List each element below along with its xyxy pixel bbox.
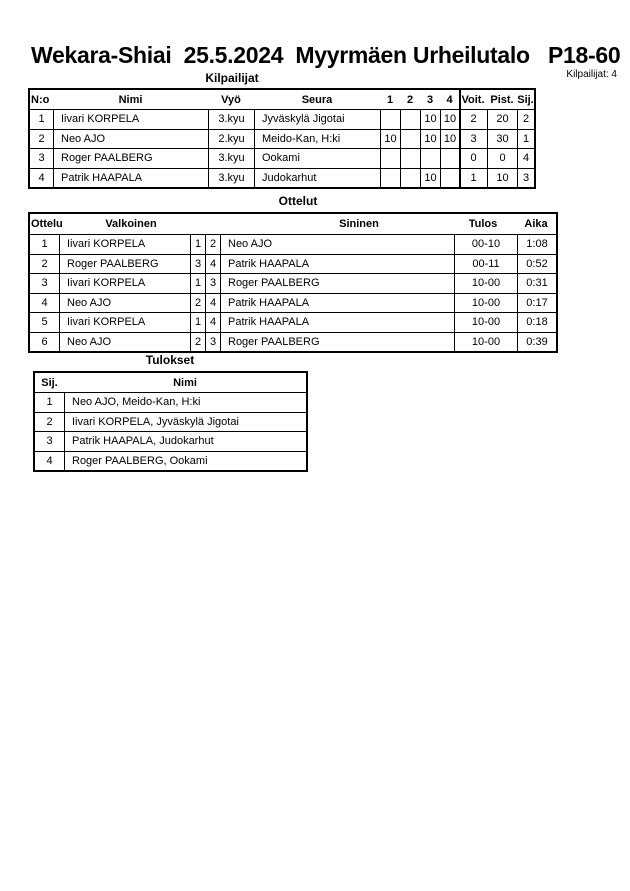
- matches-section-title: Ottelut: [278, 194, 318, 208]
- points-value: 30: [487, 130, 517, 149]
- white-player: Iivari KORPELA: [59, 274, 190, 293]
- match-result: 10-00: [454, 274, 517, 293]
- score-vs-1: [380, 149, 400, 168]
- result-name: Patrik HAAPALA, Judokarhut: [64, 432, 306, 451]
- blue-player-no: 3: [205, 274, 220, 293]
- score-vs-2: [400, 130, 420, 149]
- blue-player: Roger PAALBERG: [220, 274, 454, 293]
- header-name: Nimi: [118, 93, 143, 106]
- header-name: Nimi: [173, 376, 197, 389]
- white-player: Roger PAALBERG: [59, 255, 190, 274]
- competitor-belt: 3.kyu: [208, 169, 254, 188]
- header-white: Valkoinen: [105, 217, 157, 230]
- header-blue: Sininen: [339, 217, 379, 230]
- white-player: Iivari KORPELA: [59, 235, 190, 254]
- white-player: Neo AJO: [59, 294, 190, 313]
- score-vs-1: 10: [380, 130, 400, 149]
- competitor-no: 1: [38, 113, 45, 126]
- score-vs-3: 10: [420, 169, 440, 188]
- white-player: Neo AJO: [59, 333, 190, 352]
- score-vs-4: 10: [440, 110, 459, 129]
- competitor-club: Judokarhut: [254, 169, 380, 188]
- match-result: 10-00: [454, 294, 517, 313]
- matches-header-row: [30, 214, 556, 235]
- result-rank: 3: [46, 435, 53, 448]
- result-row: [35, 412, 306, 432]
- header-rank: Sij.: [41, 376, 58, 389]
- matches-table: [28, 212, 558, 353]
- page-title: Wekara-Shiai 25.5.2024 Myyrmäen Urheilutalo P18-60: [31, 42, 621, 68]
- competitor-name: Iivari KORPELA: [53, 110, 208, 129]
- wins-value: 1: [459, 169, 487, 188]
- result-name: Roger PAALBERG, Ookami: [64, 452, 306, 471]
- result-row: [35, 431, 306, 451]
- match-time: 0:52: [517, 255, 556, 274]
- match-time: 1:08: [517, 235, 556, 254]
- header-result: Tulos: [468, 217, 498, 230]
- score-vs-3: [420, 149, 440, 168]
- header-round-3: 3: [426, 93, 434, 106]
- header-round-4: 4: [446, 93, 453, 106]
- blue-player: Neo AJO: [220, 235, 454, 254]
- match-result: 10-00: [454, 333, 517, 352]
- header-match: Ottelu: [31, 217, 63, 230]
- score-vs-4: [440, 169, 459, 188]
- match-time: 0:18: [517, 313, 556, 332]
- result-rank: 4: [46, 454, 53, 467]
- match-row: [30, 273, 556, 293]
- points-value: 20: [487, 110, 517, 129]
- match-result: 00-10: [454, 235, 517, 254]
- wins-value: 2: [459, 110, 487, 129]
- blue-player: Patrik HAAPALA: [220, 294, 454, 313]
- header-no: N:o: [31, 93, 50, 106]
- score-vs-4: 10: [440, 130, 459, 149]
- match-time: 0:17: [517, 294, 556, 313]
- score-vs-1: [380, 110, 400, 129]
- match-time: 0:39: [517, 333, 556, 352]
- match-row: [30, 312, 556, 332]
- rank-value: 2: [517, 110, 534, 129]
- score-vs-3: 10: [420, 130, 440, 149]
- competitor-belt: 2.kyu: [208, 130, 254, 149]
- competitor-no: 3: [38, 152, 45, 165]
- score-vs-1: [380, 169, 400, 188]
- score-vs-2: [400, 149, 420, 168]
- competitor-count-label: Kilpailijat: 4: [566, 69, 617, 80]
- blue-player-no: 4: [205, 313, 220, 332]
- competitor-name: Roger PAALBERG: [53, 149, 208, 168]
- competitor-name: Patrik HAAPALA: [53, 169, 208, 188]
- points-value: 0: [487, 149, 517, 168]
- wins-value: 3: [459, 130, 487, 149]
- score-summary-divider: [459, 90, 461, 187]
- competitor-belt: 3.kyu: [208, 149, 254, 168]
- competitor-name: Neo AJO: [53, 130, 208, 149]
- header-rank: Sij.: [517, 93, 534, 106]
- competitor-no: 4: [38, 171, 45, 184]
- match-no: 2: [41, 257, 48, 270]
- match-result: 10-00: [454, 313, 517, 332]
- result-row: [35, 393, 306, 412]
- score-vs-3: 10: [420, 110, 440, 129]
- result-name: Iivari KORPELA, Jyväskylä Jigotai: [64, 413, 306, 432]
- competitor-club: Jyväskylä Jigotai: [254, 110, 380, 129]
- result-row: [35, 451, 306, 471]
- blue-player-no: 4: [205, 294, 220, 313]
- blue-player-no: 2: [205, 235, 220, 254]
- results-header-row: [35, 373, 306, 393]
- match-no: 3: [41, 277, 48, 290]
- match-row: [30, 254, 556, 274]
- result-name: Neo AJO, Meido-Kan, H:ki: [64, 393, 306, 412]
- competitor-club: Ookami: [254, 149, 380, 168]
- blue-player: Patrik HAAPALA: [220, 313, 454, 332]
- header-points: Pist.: [490, 93, 514, 106]
- white-player-no: 2: [190, 294, 205, 313]
- blue-player: Patrik HAAPALA: [220, 255, 454, 274]
- points-value: 10: [487, 169, 517, 188]
- header-belt: Vyö: [221, 93, 241, 106]
- header-club: Seura: [301, 93, 333, 106]
- white-player: Iivari KORPELA: [59, 313, 190, 332]
- competitors-table: [28, 88, 536, 189]
- white-player-no: 3: [190, 255, 205, 274]
- header-round-1: 1: [386, 93, 394, 106]
- match-no: 5: [41, 316, 48, 329]
- competitors-section-title: Kilpailijat: [205, 71, 259, 85]
- results-section-title: Tulokset: [145, 353, 195, 367]
- blue-player-no: 4: [205, 255, 220, 274]
- match-result: 00-11: [454, 255, 517, 274]
- white-player-no: 1: [190, 235, 205, 254]
- blue-player: Roger PAALBERG: [220, 333, 454, 352]
- result-rank: 2: [46, 415, 53, 428]
- rank-value: 1: [517, 130, 534, 149]
- result-rank: 1: [46, 396, 53, 409]
- competitor-no: 2: [38, 132, 45, 145]
- header-wins: Voit.: [461, 93, 485, 106]
- match-time: 0:31: [517, 274, 556, 293]
- match-row: [30, 235, 556, 254]
- match-row: [30, 332, 556, 352]
- score-vs-2: [400, 169, 420, 188]
- white-player-no: 1: [190, 274, 205, 293]
- blue-player-no: 3: [205, 333, 220, 352]
- match-no: 6: [41, 335, 48, 348]
- header-time: Aika: [524, 217, 548, 230]
- header-round-2: 2: [406, 93, 414, 106]
- score-vs-4: [440, 149, 459, 168]
- wins-value: 0: [459, 149, 487, 168]
- match-row: [30, 293, 556, 313]
- white-player-no: 1: [190, 313, 205, 332]
- results-table: [33, 371, 308, 472]
- rank-value: 4: [517, 149, 534, 168]
- match-no: 1: [41, 238, 48, 251]
- white-player-no: 2: [190, 333, 205, 352]
- match-no: 4: [41, 296, 48, 309]
- competitor-club: Meido-Kan, H:ki: [254, 130, 380, 149]
- competitor-belt: 3.kyu: [208, 110, 254, 129]
- rank-value: 3: [517, 169, 534, 188]
- score-vs-2: [400, 110, 420, 129]
